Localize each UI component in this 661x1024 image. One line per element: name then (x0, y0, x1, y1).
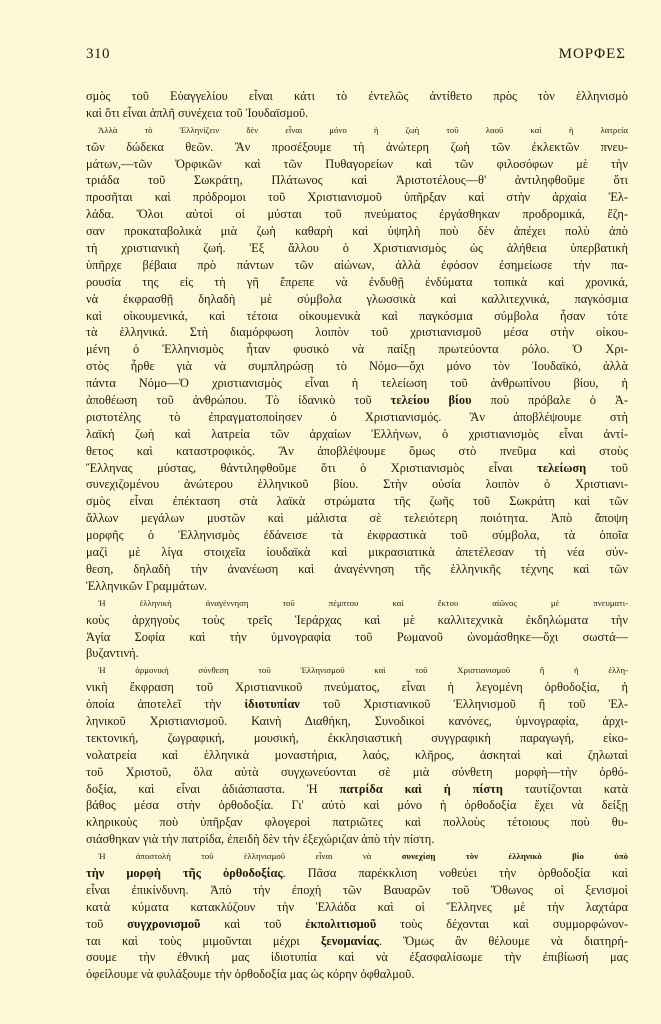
text-line: τῶν δώδεκα θεῶν. Ἂν προσέξουμε τὴ ἀνώτερη ζωὴ τῶν ἐκλεκτῶν πνευ- (86, 139, 628, 154)
text-line: μάτων,—τῶν Ὀρφικῶν καὶ τῶν Πυθαγορείων καὶ τῶν φιλοσόφων μὲ τὴν (86, 156, 628, 171)
text-line: τοῦ Χριστοῦ, ὅλα αὐτὰ συγχωνεύονται σὲ μιὰ σύνθετη μορφὴ—τὴν ὀρθό- (86, 764, 628, 779)
text-line: τὴ χριστιανικὴ ζωή. Ἐξ ἄλλου ὁ Χριστιανισμὸς ὡς ἀλήθεια ὑπερβατικὴ (86, 241, 628, 256)
text-segment: . Ὅμως ἂν θέλουμε νὰ διατηρή- (378, 933, 628, 948)
emphasis-text: τελείου βίου (390, 393, 472, 408)
text-segment: Ἡ ἀποστολὴ τοῦ ἑλληνισμοῦ εἶναι νὰ (98, 851, 402, 862)
text-line: ὑπῆρχε βέβαια πρὸ πάντων τῶν αἰώνων, ἀλλὰ ἐφόσον ἐσημείωσε τὴν πα- (86, 257, 628, 272)
text-line: Ἀλλὰ τὸ Ἑλληνίζειν δὲν εἶναι μόνο ἡ ζωὴ τοῦ λαοῦ καὶ ἡ λατρεία (98, 124, 628, 135)
text-segment: τοῦ Χριστιανικοῦ Ἑλληνισμοῦ ἢ τοῦ Ἑλ- (299, 697, 628, 712)
emphasis-text: συνεχίσῃ τὸν ἑλληνικὸ βίο ὑπὸ (401, 851, 628, 862)
text-line (86, 460, 628, 477)
text-line: σουμε τὴν ἐθνική μας ἰδιοτυπία καὶ νὰ ἐξασφαλίσωμε τὴν ἐπιβίωσή μας (86, 950, 628, 965)
text-line (86, 781, 628, 798)
text-segment: Ἕλληνας μύστας, θἀντιληφθοῦμε ὅτι ὁ Χριστιανισμὸς εἶναι (86, 460, 538, 475)
text-line: ληνικοῦ Χριστιανισμοῦ. Καινὴ Διαθήκη, Συνοδικοὶ κανόνες, ὑμνογραφία, ἀρχι- (86, 713, 628, 728)
text-line: νικὴ ἔκφραση τοῦ Χριστιανικοῦ πνεύματος, εἶναι ἡ λεγομένη ὀρθοδοξία, ἡ (86, 680, 628, 695)
text-line: σμὸς εἶναι ἐπέκταση στὰ λαϊκὰ στρώματα τῆς ζωῆς τοῦ Σωκράτη καὶ τῶν (86, 494, 628, 509)
text-line: τριάδα τοῦ Σωκράτη, Πλάτωνος καὶ Ἀριστοτέλους—θ' ἀντιληφθοῦμε ὅτι (86, 173, 628, 188)
text-line (86, 916, 628, 933)
text-line: σμὸς τοῦ Εὐαγγελίου εἶναι κάτι τὸ ἐντελῶς ἀντίθετο πρὸς τὸν ἑλληνισμὸ (86, 89, 628, 103)
text-line: μορφῆς ὁ Ἑλληνισμὸς ἐδάνεισε τὰ ἐκφραστικὰ τοῦ σύμβολα, τὰ ὁποῖα (86, 528, 628, 543)
text-line (86, 392, 628, 409)
text-line: τεκτονική, ζωγραφική, μουσική, ἐκκλησιαστικὴ συγγραφικὴ παραγωγή, εἰκο- (86, 730, 628, 745)
text-line: ἄλλων μεγάλων μυστῶν καὶ μάλιστα σὲ τελειότερη ποιότητα. Ἀπὸ ἄποψη (86, 511, 628, 526)
text-line: νολατρεία καὶ ἑλληνικὰ μοναστήρια, λαός, κλῆρος, ἀσκηταὶ καὶ ζηλωταὶ (86, 747, 628, 762)
text-segment: τοὺς δέχονται καὶ συμμορφώνον- (376, 916, 628, 931)
emphasis-text: τὴν μορφὴ τῆς ὀρθοδοξίας (86, 865, 283, 880)
text-line (86, 865, 628, 882)
text-line (86, 848, 628, 865)
text-segment: ται καὶ τοὺς μιμοῦνται μέχρι (86, 933, 321, 948)
text-line: καὶ οἰκουμενικά, καὶ τέτοια οἰκουμενικὰ καὶ παγκόσμια σύμβολα ἦσαν τότε (86, 308, 628, 323)
text-line (86, 933, 628, 950)
text-line: ριστοτέλης τὸ ἐπραγματοποίησεν ὁ Χριστιανισμός. Ἂν ἀποβλέψουμε στὴ (86, 409, 628, 424)
text-segment: δοξία, καὶ εἶναι ἀδιάσπαστα. Ἡ (86, 781, 340, 796)
emphasis-text: τελείωση (537, 460, 587, 475)
emphasis-text: ξενομανίας (320, 933, 379, 948)
text-segment: τοῦ (86, 916, 128, 931)
text-line: εἶναι ἐπικίνδυνη. Ἀπὸ τὴν ἐποχὴ τῶν Βαυαρῶν τοῦ Ὄθωνος οἱ ξενισμοὶ (86, 882, 628, 897)
text-segment: ὁποία ἀποτελεῖ τὴν (86, 697, 245, 712)
text-line: κοὺς ἀρχηγοὺς τοὺς τρεῖς Ἱεράρχας καὶ μὲ καλλιτεχνικὰ ἐκδηλώματα τὴν (86, 612, 628, 627)
text-segment: ποὺ πρόβαλε ὁ Ἀ- (471, 393, 629, 408)
text-line: βάθος μέσα στὴν ὀρθοδοξία. Γι' αὐτὸ καὶ μόνο ἡ ὀρθοδοξία ἔχει νὰ δείξῃ (86, 798, 628, 813)
text-line: ρουσία της εἰς τὴ γῆ ἔπρεπε νὰ ἐνδυθῇ ἐνδύματα τοπικὰ καὶ χρονικά, (86, 274, 628, 289)
text-line: βυζαντινή. (86, 646, 139, 661)
text-segment: καὶ τοῦ (200, 916, 306, 931)
text-line: Ἡ ἁρμονικὴ σύνθεση τοῦ Ἑλληνισμοῦ καὶ τοῦ Χριστιανισμοῦ ἢ ἡ ἑλλη- (98, 665, 628, 676)
page-header (86, 46, 626, 66)
text-line: κληρικοὺς ποὺ ὑπῆρξαν φλογεροὶ πατριῶτες καὶ πολλοὺς τέτοιους ποὺ θυ- (86, 815, 628, 830)
text-line: προσῆται καὶ πρόδρομοι τοῦ Χριστιανισμοῦ ὑπῆρξαν καὶ στὴν ἀρχαία Ἑλ- (86, 190, 628, 205)
text-line: σαν προκαταβολικὰ μιὰ ζωὴ καθαρὴ καὶ ὑψηλὴ ποὺ δὲν ἀπέχει πολὺ ἀπὸ (86, 224, 628, 239)
emphasis-text: συγχρονισμοῦ (127, 916, 201, 931)
text-line: θεση, δηλαδὴ τὴν ἀνανέωση καὶ ἀναγέννηση τῆς ἑλληνικῆς τέχνης καὶ τῶν (86, 561, 628, 576)
text-line: νὰ ἐκφρασθῇ δηλαδὴ μὲ σύμβολα γλωσσικὰ καὶ καλλιτεχνικά, παγκόσμια (86, 291, 628, 306)
text-line: σιάσθηκαν γιὰ τὴν πατρίδα, ἐπειδὴ δὲν τὴν ἐξεχώριζαν ἀπὸ τὴν πίστη. (86, 832, 435, 847)
emphasis-text: ἐκπολιτισμοῦ (305, 916, 377, 931)
emphasis-text: ἰδιοτυπίαν (244, 697, 300, 712)
text-line: μένη ὁ Ἑλληνισμὸς ἦταν φυσικὸ νὰ παίξῃ πρωτεύοντα ρόλο. Ὁ Χρι- (86, 342, 628, 357)
page-number: 310 (86, 46, 110, 62)
text-line (86, 696, 628, 713)
text-line: τὰ ἑλληνικά. Στὴ διαμόρφωση λοιπὸν τοῦ χριστιανισμοῦ μέσα στὴν οἰκου- (86, 325, 628, 340)
text-line: πάντα Νόμο—Ὁ χριστιανισμὸς εἶναι ἡ τελείωση τοῦ ἀνθρωπίνου βίου, ἡ (86, 376, 628, 391)
text-segment: ταυτίζονται κατὰ (502, 781, 629, 796)
text-line: λάδα. Ὅλοι αὐτοὶ οἱ μύσται τοῦ πνεύματος ἐργάσθηκαν προδρομικά, ἔζη- (86, 207, 628, 222)
text-segment: τοῦ (586, 460, 628, 475)
text-line: μαζὶ μὲ λίγα στοιχεῖα ἰουδαϊκὰ καὶ μικρασιατικὰ ἀπετέλεσαν τὴ νέα σύν- (86, 545, 628, 560)
text-segment: . Πᾶσα παρέκκλιση νοθεύει τὴν ὀρθοδοξία καὶ (282, 865, 628, 880)
running-head: ΜΟΡΦΕΣ (558, 46, 626, 62)
emphasis-text: πατρίδα καὶ ἡ πίστη (339, 781, 503, 796)
text-line: κατὰ κύματα κατακλύζουν τὴν Ἑλλάδα καὶ οἱ Ἕλληνες μὲ τὴν λαχτάρα (86, 899, 628, 914)
body-text (86, 88, 628, 983)
text-line: Ἑλληνικῶν Γραμμάτων. (86, 578, 208, 593)
text-line: Ἡ ἑλληνικὴ ἀναγέννηση τοῦ πέμπτου καὶ ἕκτου αἰῶνος μὲ πνευματι- (98, 597, 628, 608)
text-line: λαϊκὴ ζωὴ καὶ λατρεία τῶν ἀρχαίων Ἑλλήνων, ὁ χριστιανισμὸς εἶναι ἀντί- (86, 426, 628, 441)
text-line: στὸς ἦρθε γιὰ νὰ συμπληρώσῃ τὸ Νόμο—ὄχι μόνο τὸν Ἰουδαϊκό, ἀλλὰ (86, 359, 628, 374)
text-segment: ἀποθέωση τοῦ ἀνθρώπου. Τὸ ἰδανικὸ τοῦ (86, 393, 391, 408)
text-line: καὶ ὅτι εἶναι ἁπλῆ συνέχεια τοῦ Ἰουδαϊσμοῦ. (86, 105, 309, 120)
text-line: ὀφείλουμε νὰ φυλάξουμε τὴν ὀρθοδοξία μας ὡς κόρην ὀφθαλμοῦ. (86, 967, 415, 982)
text-line: θετος καὶ καταστροφικός. Ἂν ἀποβλέψουμε ὅμως στὸ πνεῦμα καὶ στοὺς (86, 443, 628, 458)
text-line: Ἁγία Σοφία καὶ τὴν ὑμνογραφία τοῦ Ρωμανοῦ ὠνομάσθηκε—ὄχι σωστά— (86, 629, 628, 644)
text-line: συνεχιζομένου ἀνώτερου ἑλληνικοῦ βίου. Στὴν οὐσία λοιπὸν ὁ Χριστιανι- (86, 477, 628, 492)
